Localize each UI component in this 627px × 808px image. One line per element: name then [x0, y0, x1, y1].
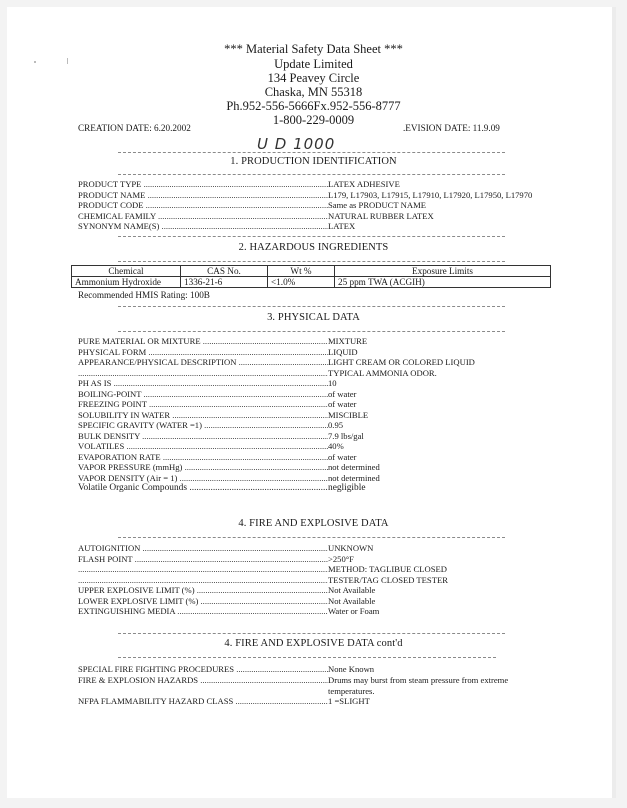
field-label: EXTINGUISHING MEDIA ..... — [78, 606, 328, 617]
column-header: Exposure Limits — [335, 266, 551, 277]
section-2-title: 2. HAZARDOUS INGREDIENTS — [238, 242, 389, 253]
field-label: VAPOR DENSITY (Air = 1) ..... — [78, 473, 328, 484]
divider — [118, 261, 505, 262]
divider — [118, 537, 505, 538]
handwritten-note: U D 1000 — [257, 135, 336, 153]
field-label: NFPA FLAMMABILITY HAZARD CLASS ..... — [78, 696, 328, 707]
divider — [118, 657, 496, 658]
phone-fax: Ph.952-556-5666Fx.952-556-8777 — [226, 99, 401, 113]
section-4-contd-title: 4. FIRE AND EXPLOSIVE DATA cont'd — [224, 638, 403, 649]
field-value: MIXTURE — [328, 336, 368, 346]
field-label: PRODUCT CODE ..... — [78, 200, 328, 211]
field-value: 40% — [328, 441, 344, 451]
field-label: Volatile Organic Compounds ..... — [78, 483, 328, 494]
section-3-title: 3. PHYSICAL DATA — [267, 312, 360, 323]
field-label: BULK DENSITY ..... — [78, 431, 328, 442]
field-value: Drums may burst from steam pressure from extreme — [328, 675, 509, 685]
divider — [118, 331, 505, 332]
table-cell: <1.0% — [268, 277, 335, 288]
toll-free-number: 1-800-229-0009 — [272, 113, 355, 127]
column-header: Chemical — [72, 266, 181, 277]
field-value: of water — [328, 388, 357, 399]
field-value: LIGHT CREAM OR COLORED LIQUID — [328, 357, 475, 367]
table-header-row — [72, 266, 551, 277]
field-label: PH AS IS ..... — [78, 378, 328, 389]
field-label — [78, 368, 328, 379]
hazardous-ingredients-table — [71, 265, 551, 288]
field-value: of water — [328, 451, 357, 462]
divider — [118, 633, 505, 634]
field-value: NATURAL RUBBER LATEX — [328, 210, 434, 221]
field-value: Water or Foam — [328, 606, 380, 616]
field-label: PURE MATERIAL OR MIXTURE ..... — [78, 336, 328, 347]
field-label: VOLATILES ..... — [78, 441, 328, 452]
field-label: UPPER EXPLOSIVE LIMIT (%) ..... — [78, 585, 328, 596]
field-value: 1 =SLIGHT — [328, 696, 370, 706]
field-label: EVAPORATION RATE ..... — [78, 452, 328, 463]
field-label: PRODUCT NAME ..... — [78, 190, 328, 201]
field-value: TESTER/TAG CLOSED TESTER — [328, 574, 448, 585]
field-label: APPEARANCE/PHYSICAL DESCRIPTION ..... — [78, 357, 328, 368]
field-label: FREEZING POINT ..... — [78, 399, 328, 410]
field-value: L179, L17903, L17915, L17910, L17920, L17950, L17970 — [328, 189, 533, 200]
field-value: 7.9 lbs/gal — [328, 430, 364, 441]
hmis-rating: Recommended HMIS Rating: 100B — [78, 290, 210, 300]
field-value: not determined — [328, 462, 380, 472]
field-value: None Known — [328, 664, 375, 674]
field-value: not determined — [328, 472, 380, 483]
section-4-title: 4. FIRE AND EXPLOSIVE DATA — [238, 518, 389, 529]
field-value: Not Available — [328, 595, 376, 606]
field-label: FIRE & EXPLOSION HAZARDS ..... — [78, 675, 328, 686]
field-label: PRODUCT TYPE ..... — [78, 179, 328, 190]
divider — [118, 152, 505, 153]
revision-date: .EVISION DATE: 11.9.09 — [403, 123, 500, 133]
field-value: LATEX ADHESIVE — [328, 179, 400, 189]
creation-date: CREATION DATE: 6.20.2002 — [78, 123, 191, 133]
column-header: Wt % — [268, 266, 335, 277]
field-value: METHOD: TAGLIBUE CLOSED — [328, 564, 447, 574]
divider — [118, 174, 505, 175]
field-value: negligible — [328, 483, 366, 493]
field-value: LIQUID — [328, 346, 358, 357]
field-label — [78, 564, 328, 575]
field-label: BOILING-POINT ..... — [78, 389, 328, 400]
divider — [118, 306, 505, 307]
field-label: PHYSICAL FORM ..... — [78, 347, 328, 358]
field-value: 10 — [328, 378, 337, 388]
field-value: LATEX — [328, 221, 356, 231]
table-cell: 1336-21-6 — [181, 277, 268, 288]
field-label: SPECIFIC GRAVITY (WATER =1) ..... — [78, 420, 328, 431]
field-value: TYPICAL AMMONIA ODOR. — [328, 367, 437, 378]
address-line-2: Chaska, MN 55318 — [264, 85, 363, 99]
section-1-title: 1. PRODUCTION IDENTIFICATION — [230, 156, 397, 167]
company-name: Update Limited — [274, 57, 353, 71]
field-value: Same as PRODUCT NAME — [328, 200, 426, 210]
address-line-1: 134 Peavey Circle — [267, 71, 360, 85]
table-cell: 25 ppm TWA (ACGIH) — [335, 277, 551, 288]
field-label: FLASH POINT ..... — [78, 554, 328, 565]
table-cell: Ammonium Hydroxide — [72, 277, 181, 288]
divider — [118, 236, 505, 237]
field-label: SYNONYM NAME(S) ..... — [78, 221, 328, 232]
column-header: CAS No. — [181, 266, 268, 277]
field-label: SOLUBILITY IN WATER ..... — [78, 410, 328, 421]
table-row — [72, 277, 551, 288]
field-label: VAPOR PRESSURE (mmHg) ..... — [78, 462, 328, 473]
field-label — [78, 575, 328, 586]
doc-title: *** Material Safety Data Sheet *** — [224, 42, 403, 56]
field-value: >250°F — [328, 553, 354, 564]
field-label: AUTOIGNITION ..... — [78, 543, 328, 554]
field-value-continued: temperatures. — [328, 685, 375, 696]
field-value: 0.95 — [328, 420, 344, 430]
field-label: CHEMICAL FAMILY ..... — [78, 211, 328, 222]
field-label: LOWER EXPLOSIVE LIMIT (%) ..... — [78, 596, 328, 607]
field-label: SPECIAL FIRE FIGHTING PROCEDURES ..... — [78, 664, 328, 675]
field-value: MISCIBLE — [328, 409, 369, 420]
field-value: Not Available — [328, 585, 376, 595]
field-value: of water — [328, 399, 357, 409]
field-value: UNKNOWN — [328, 543, 374, 553]
